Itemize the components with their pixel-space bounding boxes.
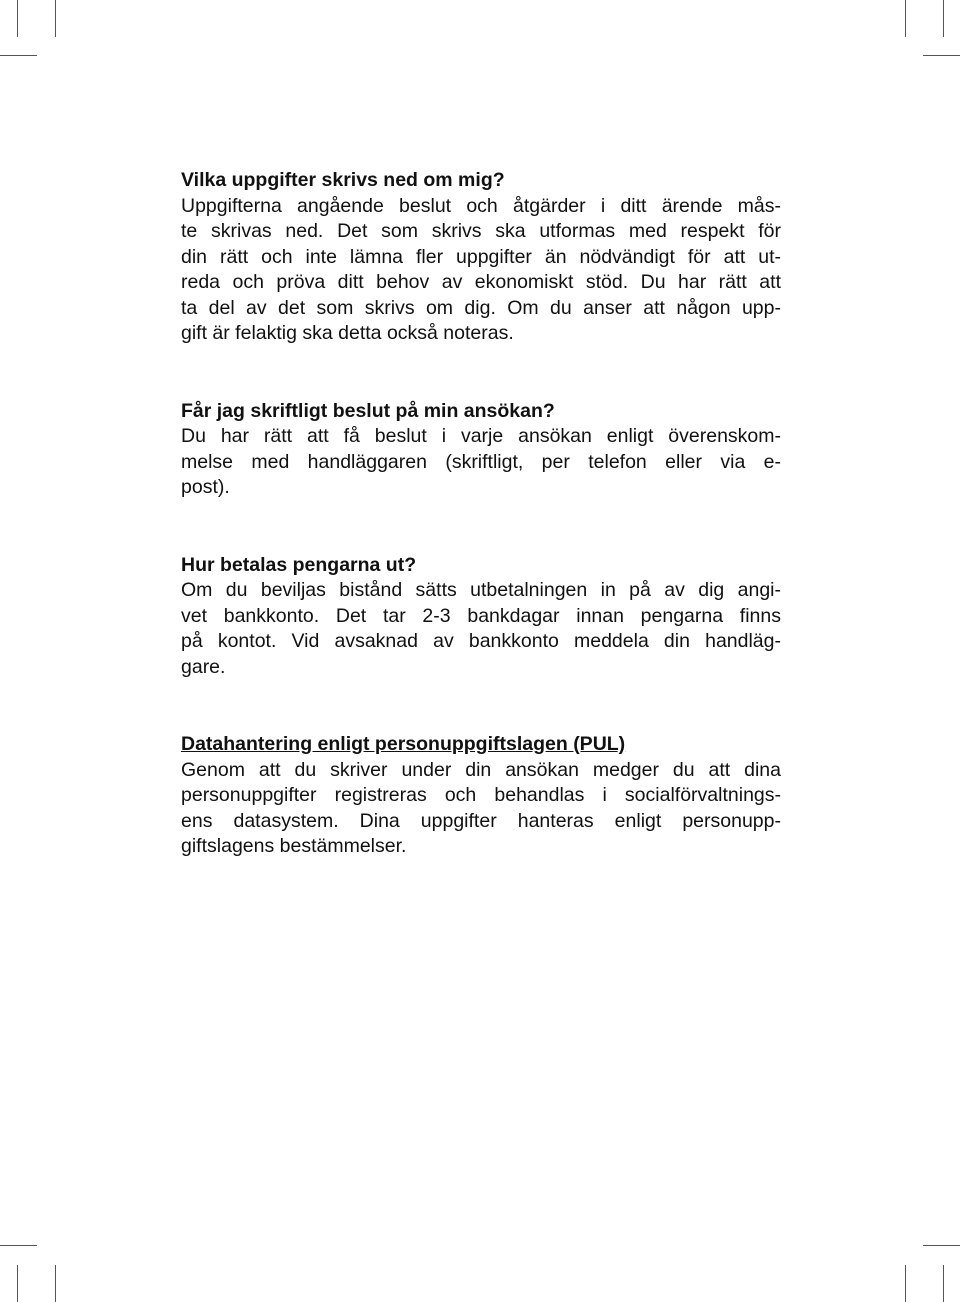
document-body bbox=[181, 168, 781, 860]
paragraph-line: Uppgifterna angående beslut och åtgärder i ditt ärende mås- bbox=[181, 194, 781, 217]
crop-mark-top-right-outer bbox=[943, 0, 944, 37]
crop-mark-top-left-outer bbox=[17, 0, 18, 37]
paragraph-line: Om du beviljas bistånd sätts utbetalningen in på av dig angi- bbox=[181, 579, 781, 601]
paragraph-line: te skrivas ned. Det som skrivs ska utformas med respekt för bbox=[181, 220, 781, 242]
crop-mark-bottom-left-outer bbox=[17, 1265, 18, 1302]
crop-mark-top-right-horizontal bbox=[923, 55, 960, 56]
section-data-handling bbox=[181, 732, 781, 860]
section-records bbox=[181, 168, 781, 347]
crop-mark-bottom-left-horizontal bbox=[0, 1245, 37, 1246]
section-heading-payment: Hur betalas pengarna ut? bbox=[181, 553, 417, 576]
paragraph-line: Genom att du skriver under din ansökan medger du att dina bbox=[181, 758, 781, 781]
paragraph-line: giftslagens bestämmelser. bbox=[181, 835, 407, 857]
paragraph-line: gift är felaktig ska detta också noteras. bbox=[181, 322, 514, 344]
paragraph-line: reda och pröva ditt behov av ekonomiskt stöd. Du har rätt att bbox=[181, 271, 781, 293]
paragraph-line: din rätt och inte lämna fler uppgifter än nödvändigt för att ut- bbox=[181, 245, 781, 268]
section-written-decision bbox=[181, 399, 781, 501]
paragraph-line: post). bbox=[181, 476, 230, 498]
paragraph-line: ens datasystem. Dina uppgifter hanteras enligt personupp- bbox=[181, 809, 781, 832]
crop-mark-bottom-right-horizontal bbox=[923, 1245, 960, 1246]
crop-mark-top-right-inner bbox=[905, 0, 906, 37]
section-heading-data-handling: Datahantering enligt personuppgiftslagen (PUL) bbox=[181, 733, 626, 755]
section-heading-records: Vilka uppgifter skrivs ned om mig? bbox=[181, 169, 505, 191]
paragraph-line: Du har rätt att få beslut i varje ansökan enligt överenskom- bbox=[181, 425, 781, 447]
crop-mark-top-left-inner bbox=[55, 0, 56, 37]
crop-mark-top-left-horizontal bbox=[0, 55, 37, 56]
paragraph-line: ta del av det som skrivs om dig. Om du anser att någon upp- bbox=[181, 296, 781, 319]
crop-mark-bottom-right-inner bbox=[905, 1265, 906, 1302]
section-heading-written-decision: Får jag skriftligt beslut på min ansökan? bbox=[181, 399, 555, 422]
paragraph-line: melse med handläggaren (skriftligt, per telefon eller via e- bbox=[181, 450, 781, 473]
paragraph-line: på kontot. Vid avsaknad av bankkonto meddela din handläg- bbox=[181, 630, 781, 652]
paragraph-line: gare. bbox=[181, 655, 226, 678]
crop-mark-bottom-right-outer bbox=[943, 1265, 944, 1302]
crop-mark-bottom-left-inner bbox=[55, 1265, 56, 1302]
paragraph-line: vet bankkonto. Det tar 2-3 bankdagar innan pengarna finns bbox=[181, 604, 781, 627]
section-payment bbox=[181, 553, 781, 681]
paragraph-line: personuppgifter registreras och behandlas i socialförvaltnings- bbox=[181, 784, 781, 806]
